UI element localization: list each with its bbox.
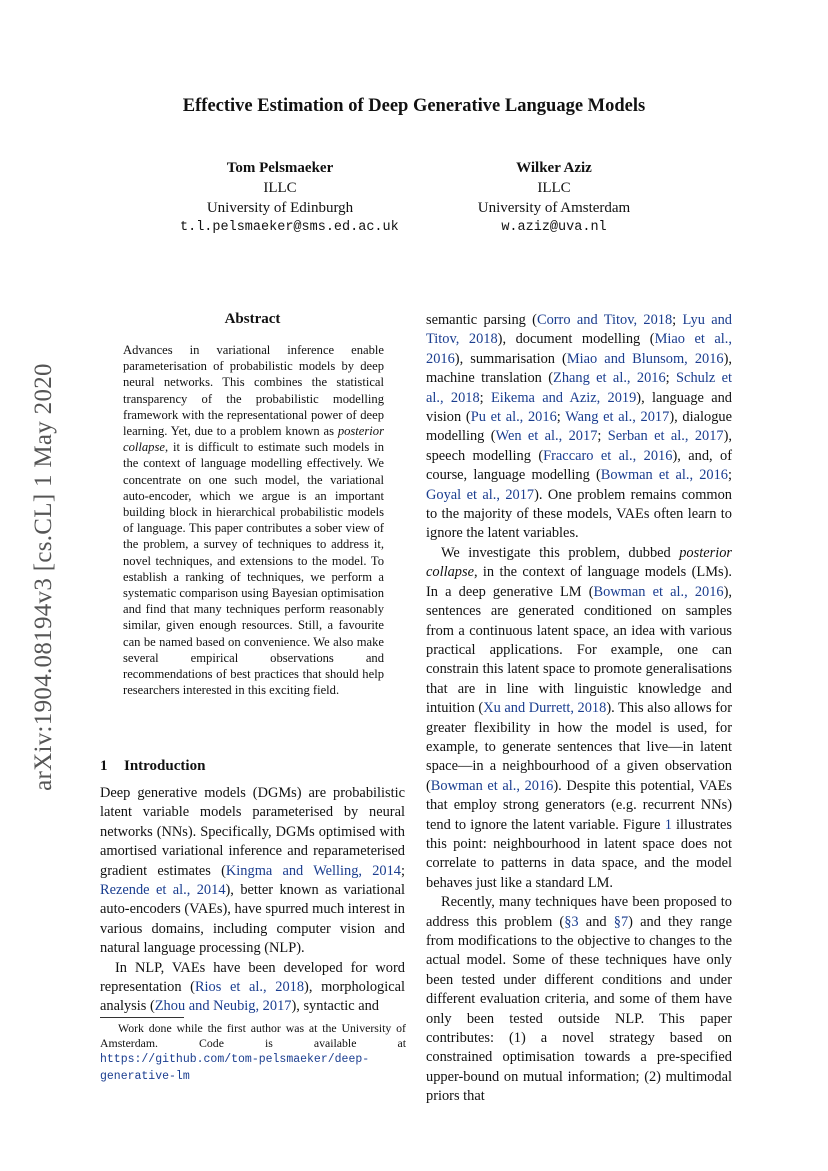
intro-paragraph: Deep generative models (DGMs) are probabilistic latent variable models parameterised by neural networks (NNs). Specifically, DGMs optimised with amortised variational inference and reparameterised gradient estimates (Kingma and Welling, 2014; Rezende et al., 2014), better known as variational auto-encoders (VAEs), have spurred much interest in various domains, including computer vision and natural language processing (NLP). <box>100 785 405 957</box>
citation-link[interactable]: Schulz et al., 2018 <box>426 370 732 406</box>
citation-link[interactable]: Rezende et al., 2014 <box>100 882 226 899</box>
abstract-text: Advances in variational inference enable parameterisation of probabilistic models by deep neural networks. This combines the statistical transparency of the probabilistic modelling framework with the representational power of deep learning. Yet, due to a problem known as <box>123 343 384 439</box>
abstract-body <box>123 342 384 698</box>
intro-right-column <box>426 311 732 1107</box>
author-name: Wilker Aziz <box>516 160 592 176</box>
citation-link[interactable]: Miao et al., 2016 <box>426 331 732 367</box>
body-text: ), dialogue modelling ( <box>426 409 732 445</box>
body-text: illustrates this point: neighbourhood in latent space does not correlate to patterns in data space, and the model behaves just like a standard LM. <box>426 816 732 891</box>
citation-link[interactable]: Rios et al., 2018 <box>194 979 305 996</box>
intro-paragraph <box>426 893 732 1106</box>
citation-link[interactable]: Serban et al., 2017 <box>607 428 724 445</box>
intro-paragraph: In NLP, VAEs have been developed for word representation (Rios et al., 2018), morphological analysis (Zhou and Neubig, 2017), syntactic and <box>100 959 405 1015</box>
body-text: ). One problem remains common to the majority of these models, VAEs often learn to ignore the latent variables. <box>426 486 732 542</box>
author-affiliation: University of Amsterdam <box>477 200 631 216</box>
citation-link[interactable]: Fraccaro et al., 2016 <box>543 447 673 464</box>
body-text: ; <box>728 467 732 484</box>
intro-left-column <box>100 784 405 1017</box>
citation-link[interactable]: Miao and Blunsom, 2016 <box>566 350 724 367</box>
abstract-text: , it is difficult to estimate such models in the context of language modelling effectively. We concentrate on one such model, the variational auto-encoder, which we argue is an important building block in hierarchical probabilistic models of language. This paper contributes a sober view of the problem, a survey of techniques to address it, novel techniques, and extensions to the model. To establish a ranking of techniques, we perform a systematic comparison using Bayesian optimisation and find that many techniques perform reasonably similar, given enough resources. Still, a favourite can be named based on convenience. We also make several empirical observations and recommendations of best practices that should help researchers interested in this exciting field. <box>123 440 384 698</box>
author-affiliation: University of Edinburgh <box>206 200 354 216</box>
abstract-emphasis: posterior collapse <box>123 424 384 455</box>
section-title: Introduction <box>124 758 206 774</box>
body-text: ), document modelling ( <box>497 331 655 348</box>
body-text: ; <box>597 428 608 445</box>
citation-link[interactable]: Bowman et al., 2016 <box>600 467 728 484</box>
citation-link[interactable]: Corro and Titov, 2018 <box>536 312 673 328</box>
body-text: ), language and vision ( <box>426 389 732 426</box>
citation-link[interactable]: Wang et al., 2017 <box>565 409 670 426</box>
intro-paragraph <box>426 311 732 544</box>
citation-link[interactable]: §3 <box>564 913 579 930</box>
body-text: ), machine translation ( <box>426 350 732 387</box>
citation-link[interactable]: Zhang et al., 2016 <box>553 370 666 387</box>
citation-link[interactable]: Kingma and Welling, 2014 <box>225 862 401 879</box>
body-text: ), speech modelling ( <box>426 428 732 464</box>
citation-link[interactable]: Goyal et al., 2017 <box>426 486 535 503</box>
body-text: ). Despite this potential, VAEs that employ strong generators (e.g. recurrent NNs) tend to ignore the latent variable. Figure <box>426 777 732 833</box>
body-text: ), sentences are generated conditioned on samples from a continuous latent space, an idea with various practical applications. For example, one can constrain this latent space to promote generalisations that are in line with linguistic knowledge and intuition ( <box>426 583 732 717</box>
body-text: ). This also allows for greater flexibility in how the model is used, for example, to generate sentences that live—in latent space—in a neighbourhood of a given observation ( <box>426 700 733 794</box>
body-text: ), and, of course, language modelling ( <box>426 447 733 484</box>
section-heading <box>100 758 205 775</box>
body-text: and <box>578 913 614 930</box>
body-text: ; <box>665 370 677 387</box>
code-url-link[interactable]: https://github.com/tom-pelsmaeker/deep-generative-lm <box>100 1053 370 1083</box>
body-text: ), summarisation ( <box>454 350 567 367</box>
body-text: Recently, many techniques have been proposed to address this problem ( <box>426 894 732 930</box>
paper-title: Effective Estimation of Deep Generative Language Models <box>182 96 646 116</box>
intro-paragraph <box>426 544 732 893</box>
body-text: ; <box>672 312 683 328</box>
citation-link[interactable]: Bowman et al., 2016 <box>430 777 554 794</box>
citation-link[interactable]: Eikema and Aziz, 2019 <box>490 389 637 406</box>
body-text: ; <box>556 409 566 426</box>
author-dept: ILLC <box>537 180 571 196</box>
body-text: , in the context of language models (LMs). In a deep generative LM ( <box>426 564 732 600</box>
emphasis-text: posterior collapse <box>426 544 732 581</box>
author-email[interactable]: w.aziz@uva.nl <box>501 220 607 235</box>
footnote: Work done while the first author was at the University of Amsterdam. Code is available at https://github.com/tom-pelsmaeker/deep-generative-lm <box>100 1021 406 1083</box>
body-text: semantic parsing ( <box>426 312 537 328</box>
citation-link[interactable]: Wen et al., 2017 <box>495 428 598 445</box>
citation-link[interactable]: §7 <box>613 913 629 930</box>
body-text: We investigate this problem, dubbed <box>441 544 680 561</box>
citation-link[interactable]: Zhou and Neubig, 2017 <box>154 998 292 1015</box>
citation-link[interactable]: Xu and Durrett, 2018 <box>483 700 607 717</box>
citation-link[interactable]: 1 <box>664 816 672 833</box>
citation-link[interactable]: Bowman et al., 2016 <box>593 583 724 600</box>
body-text: ; <box>479 389 491 406</box>
abstract-heading: Abstract <box>224 311 281 327</box>
body-text: ) and they range from modifications to the objective to changes to the actual model. Some of these techniques have only been tested under different conditions and under different evaluation criteria, and some of them have only been tested outside NLP. This paper contributes: (1) a novel strategy based on constrained optimisation towards a pre-specified upper-bound on mutual information; (2) multimodal priors that <box>426 913 732 1105</box>
citation-link[interactable]: Pu et al., 2016 <box>470 409 557 426</box>
section-number: 1 <box>100 758 108 774</box>
author-block-1 <box>180 158 399 238</box>
author-block-2 <box>444 158 664 238</box>
author-name: Tom Pelsmaeker <box>226 160 334 176</box>
footnote-rule <box>100 1017 184 1018</box>
author-dept: ILLC <box>263 180 297 196</box>
citation-link[interactable]: Lyu and Titov, 2018 <box>426 312 732 348</box>
author-email[interactable]: t.l.pelsmaeker@sms.ed.ac.uk <box>180 220 399 235</box>
